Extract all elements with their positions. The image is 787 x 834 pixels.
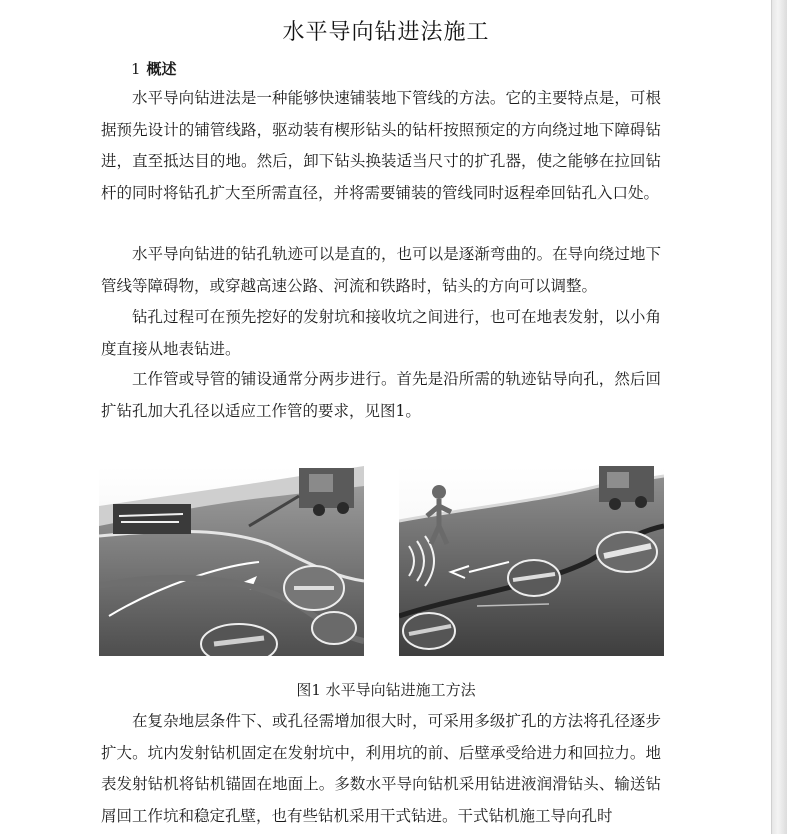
paragraph-5: 在复杂地层条件下、或孔径需增加很大时，可采用多级扩孔的方法将孔径逐步扩大。坑内发射钻机固定在发射坑中，利用坑的前、后壁承受给进力和回拉力。地表发射钻机将钻机锚固在地面上。多数水平导向钻机采用钻进液润滑钻头、输送钻屑回工作坑和稳定孔壁，也有些钻机采用干式钻进。干式钻机施工导向孔时 (101, 712, 661, 825)
paragraph-1: 水平导向钻进法是一种能够快速铺装地下管线的方法。它的主要特点是，可根据预先设计的铺管线路，驱动装有楔形钻头的钻杆按照预定的方向绕过地下障碍钻进，直至抵达目的地。然后，卸下钻头换装适当尺寸的扩孔器，使之能够在拉回钻杆的同时将钻孔扩大至所需直径，并将需要铺装的管线同时返程牵回钻孔入口处。 (101, 89, 661, 202)
figure-1-left-illustration (99, 466, 364, 656)
section-heading (131, 58, 177, 79)
figure-caption: 图1 水平导向钻进施工方法 (296, 681, 476, 699)
page-edge-shadow (771, 0, 787, 834)
paragraph-2: 水平导向钻进的钻孔轨迹可以是直的，也可以是逐渐弯曲的。在导向绕过地下管线等障碍物，或穿越高速公路、河流和铁路时，钻头的方向可以调整。 (101, 245, 661, 295)
paragraph-4: 工作管或导管的铺设通常分两步进行。首先是沿所需的轨迹钻导向孔，然后回扩钻孔加大孔径以适应工作管的要求，见图1。 (101, 370, 661, 420)
paragraph-3: 钻孔过程可在预先挖好的发射坑和接收坑之间进行，也可在地表发射，以小角度直接从地表钻进。 (101, 308, 661, 358)
section-label: 概述 (146, 60, 177, 78)
figure-1 (99, 466, 664, 656)
document-title: 水平导向钻进法施工 (282, 20, 490, 45)
figure-1-right-illustration (399, 466, 664, 656)
section-number: 1 (131, 60, 141, 78)
